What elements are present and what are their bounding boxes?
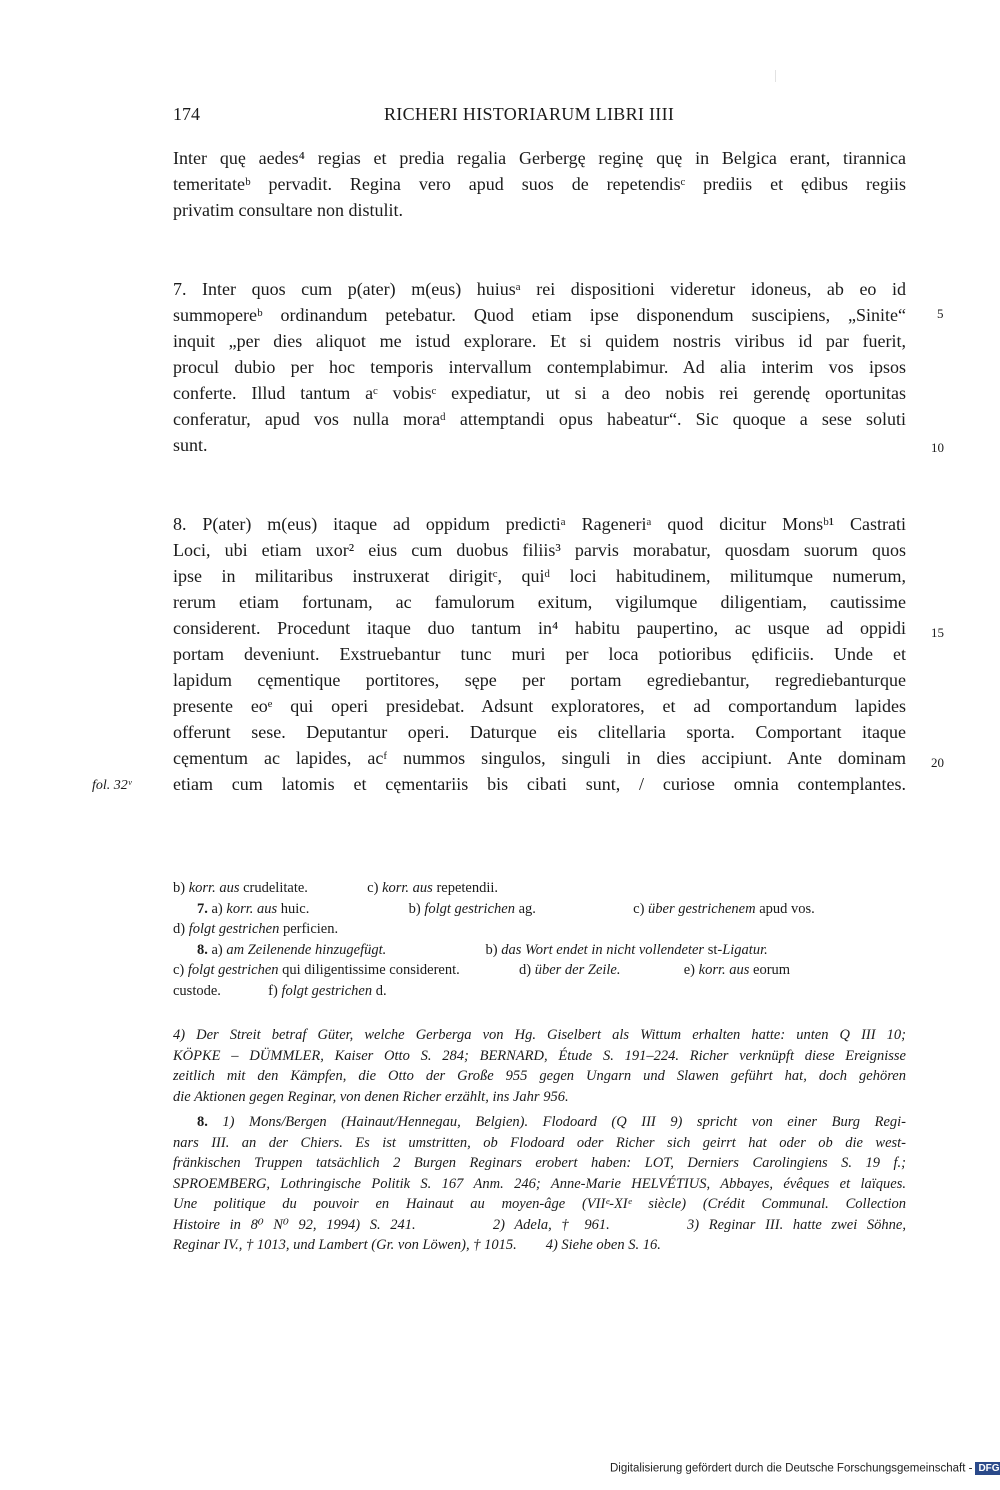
explanatory-note-8 [173,1112,906,1256]
section-8 [173,511,906,797]
explanatory-note-4 [173,1025,906,1107]
line-number: 20 [931,755,944,770]
note-label: d) [173,921,189,937]
note-italic: folgt gestrichen [281,982,373,999]
apparatus-line [173,878,906,899]
credit-text: Digitalisierung gefördert durch die Deutsche Forschungsgemeinschaft - [610,1462,973,1475]
note-line: 4) Der Streit betraf Güter, welche Gerberga von Hg. Giselbert als Wittum erhalten hatte: unten Q III 10; [173,1027,906,1043]
text-line: temeritateᵇ pervadit. Regina vero apud suos de repetendisᶜ prediis et ędibus regiis [173,174,906,194]
note-italic: das Wort endet in nicht vollendeter [501,941,705,958]
section-7 [173,276,906,458]
note-italic: folgt gestrichen [188,921,280,937]
text-line: summopereᵇ ordinandum petebatur. Quod etiam ipse disponendum suscipiens, „Sinite“ [173,305,906,325]
note-italic: folgt gestrichen [187,962,279,978]
note-text: eorum [749,962,791,978]
apparatus-line [173,960,906,981]
note-text: repetendii. [432,880,499,896]
note-label: a) [207,941,227,958]
note-label: f) [268,982,282,999]
note-line: die Aktionen gegen Reginar, von denen Richer erzählt, ins Jahr 956. [173,1088,569,1105]
text-line: 8. P(ater) m(eus) itaque ad oppidum predictiᵃ Rageneriᵃ quod dicitur Monsᵇ¹ Castrati [173,514,906,534]
note-text: d. [372,982,387,999]
folio-margin-note: fol. 32ᵛ [92,778,132,793]
note-line: Reginar IV., † 1013, und Lambert (Gr. von Löwen), † 1015. 4) Siehe oben S. 16. [173,1237,661,1253]
text-line: procul dubio per hoc temporis intervallum contemplabimur. Ad alia interim vos ipsos [173,357,906,377]
text-line: considerent. Procedunt itaque duo tantum in⁴ habitu paupertino, ac usque ad oppidi [173,618,906,638]
note-label: e) [683,962,699,978]
note-line: zeitlich mit den Kämpfen, die Otto der Große 955 gegen Ungarn und Slawen geführt hat, doch gehören [173,1068,906,1084]
text-line: offerunt sese. Deputantur operi. Daturque eis clitellaria sporta. Comportant itaque [173,722,906,742]
note-label: c) [173,962,188,978]
apparatus-line [173,940,906,961]
note-label: a) [207,900,227,917]
dfg-logo: DFG [975,1462,1000,1475]
text-line: cęmentum ac lapides, acᶠ nummos singulos, singuli in dies accipiunt. Ante dominam [173,748,906,768]
section-number: 8. [197,941,208,958]
note-italic: folgt gestrichen [424,900,515,917]
note-line: Une politique du pouvoir en Hainaut au moyen-âge (VIIᵉ-XIᵉ siècle) (Crédit Communal. Collection [173,1196,906,1212]
section-number: 8. [197,1114,208,1130]
note-text: crudelitate. [239,880,308,896]
text-line: conferte. Illud tantum aᶜ vobisᶜ expediatur, ut si a deo nobis rei gerendę oportunitas [173,383,906,403]
note-italic: korr. aus [188,880,240,896]
note-line: Histoire in 8⁰ N⁰ 92, 1994) S. 241. 2) Adela, † 961. 3) Reginar III. hatte zwei Söhne, [173,1216,906,1233]
text-line: presente eoᵉ qui operi presidebat. Adsunt exploratores, et ad comportandum lapides [173,696,906,716]
text-line: ipse in militaribus instruxerat dirigitᶜ, quiᵈ loci habitudinem, militumque numerum, [173,566,906,586]
scan-mark [775,70,776,82]
note-line: KÖPKE – DÜMMLER, Kaiser Otto S. 284; BERNARD, Étude S. 191–224. Richer verknüpft diese Ereignisse [173,1047,906,1064]
note-italic: am Zeilenende hinzugefügt. [226,941,387,958]
note-label: b) [173,880,189,896]
note-label: c) [633,900,649,917]
note-text: huic. [277,900,310,917]
note-text: perficien. [279,921,339,937]
note-label: b) [485,941,502,958]
line-number: 10 [931,440,944,455]
text-line: conferatur, apud vos nulla moraᵈ attemptandi opus habeatur“. Sic quoque a sese soluti [173,409,906,429]
critical-apparatus [173,878,906,1001]
note-line: nars III. an der Chiers. Es ist umstritten, ob Flodoard oder Richer sich geirrt hat oder ob die west- [173,1134,906,1151]
note-italic: korr. aus [698,962,750,978]
text-line: lapidum cęmentique portitores, sępe per portam egrediebantur, regrediebanturque [173,670,906,690]
note-italic: über der Zeile. [534,962,621,978]
note-text: 1) Mons/Bergen (Hainaut/Hennegau, Belgien). Flodoard (Q III 9) spricht von einer Burg Regi- [207,1114,906,1130]
text-line: privatim consultare non distulit. [173,200,403,220]
running-title: RICHERI HISTORIARUM LIBRI IIII [384,104,675,124]
note-label: d) [519,962,535,978]
note-text: ag. [514,900,536,917]
section-number: 7. [197,900,208,917]
line-number: 15 [931,625,944,640]
text-line: portam deveniunt. Exstruebantur tunc muri per loca potioribus ędificiis. Unde et [173,644,906,664]
note-label: b) [408,900,425,917]
apparatus-line [173,899,906,920]
note-text: apud vos. [755,900,815,917]
apparatus-line [173,919,906,940]
note-line [173,1112,906,1133]
text-line: sunt. [173,435,208,455]
note-line: SPROEMBERG, Lothringische Politik S. 167 Anm. 246; Anne-Marie HELVÉTIUS, Abbayes, évêques et laïques. [173,1175,906,1192]
note-text: qui diligentissime considerent. [278,962,460,978]
note-italic: korr. aus [226,900,278,917]
text-line: rerum etiam fortunam, ac famulorum exitum, vigilumque diligentiam, cautissime [173,592,906,612]
note-label: c) [367,880,383,896]
text-line: Inter quę aedes⁴ regias et predia regalia Gerbergę reginę quę in Belgica erant, tirannica [173,148,906,168]
note-text: custode. [173,982,221,999]
note-line: fränkischen Truppen tatsächlich 2 Burgen Reginars erobert haben: LOT, Derniers Carolingiens S. 19 f.; [173,1155,906,1171]
text-line: etiam cum latomis et cęmentariis bis cibati sunt, / curiose omnia contemplantes. [173,774,906,794]
intro-paragraph [173,145,906,223]
digitization-credit [610,1462,1000,1475]
text-line: 7. Inter quos cum p(ater) m(eus) huiusᵃ rei dispositioni videretur idoneus, ab eo id [173,279,906,299]
note-italic: korr. aus [382,880,433,896]
apparatus-line [173,981,906,1002]
note-text: st- [704,941,723,958]
text-line: inquit „per dies aliquot me istud explorare. Et si quidem nostris viribus id par fuerit, [173,331,906,351]
page-number: 174 [173,104,200,124]
note-italic: Ligatur. [722,941,768,958]
line-number: 5 [937,306,944,321]
note-italic: über gestrichenem [648,900,756,917]
text-line: Loci, ubi etiam uxor² eius cum duobus filiis³ parvis morabatur, quosdam suorum quos [173,540,906,560]
